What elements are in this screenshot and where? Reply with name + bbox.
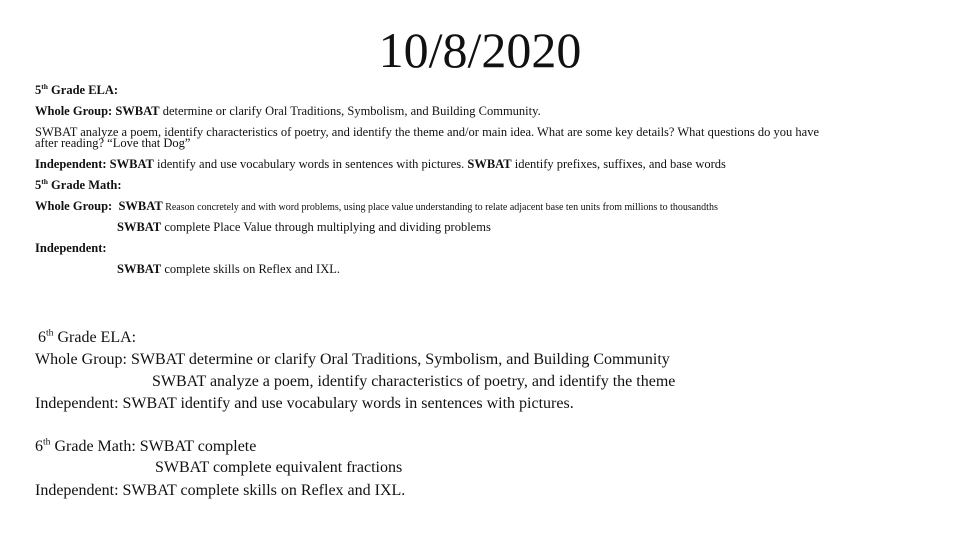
g6-ela-poem: SWBAT analyze a poem, identify characteristics of poetry, and identify the theme <box>152 373 676 390</box>
g5-math-whole-group: Whole Group: SWBAT Reason concretely and with word problems, using place value understanding to relate adjacent base ten units from millions to thousandths <box>35 199 718 213</box>
g5-ela-poem-line-1: SWBAT analyze a poem, identify characteristics of poetry, and identify the theme and/or main idea. What are some key details? What questions do you have <box>35 125 820 139</box>
g6-ela-whole-group: Whole Group: SWBAT determine or clarify Oral Traditions, Symbolism, and Building Community <box>35 351 670 368</box>
g6-ela-heading: 6th Grade ELA: <box>38 327 137 346</box>
g5-ela-whole-group: Whole Group: SWBAT determine or clarify Oral Traditions, Symbolism, and Building Community. <box>35 104 541 118</box>
g5-math-place-value: SWBAT complete Place Value through multiplying and dividing problems <box>117 220 491 234</box>
g6-math-fractions: SWBAT complete equivalent fractions <box>155 459 403 476</box>
g5-math-heading: 5th Grade Math: <box>35 176 122 192</box>
g6-ela-independent: Independent: SWBAT identify and use vocabulary words in sentences with pictures. <box>35 395 574 412</box>
g5-math-independent: SWBAT complete skills on Reflex and IXL. <box>117 262 341 276</box>
g6-math-heading: 6th Grade Math: SWBAT complete <box>35 436 257 455</box>
g5-ela-poem-line-2: after reading? “Love that Dog” <box>35 136 191 150</box>
g6-math-independent: Independent: SWBAT complete skills on Reflex and IXL. <box>35 482 406 499</box>
g5-ela-heading: 5th Grade ELA: <box>35 81 119 97</box>
g5-ela-independent: Independent: SWBAT identify and use vocabulary words in sentences with pictures. SWBAT identify prefixes, suffixes, and base words <box>35 157 726 171</box>
g5-math-independent-label: Independent: <box>35 241 107 255</box>
page-title: 10/8/2020 <box>378 22 582 78</box>
